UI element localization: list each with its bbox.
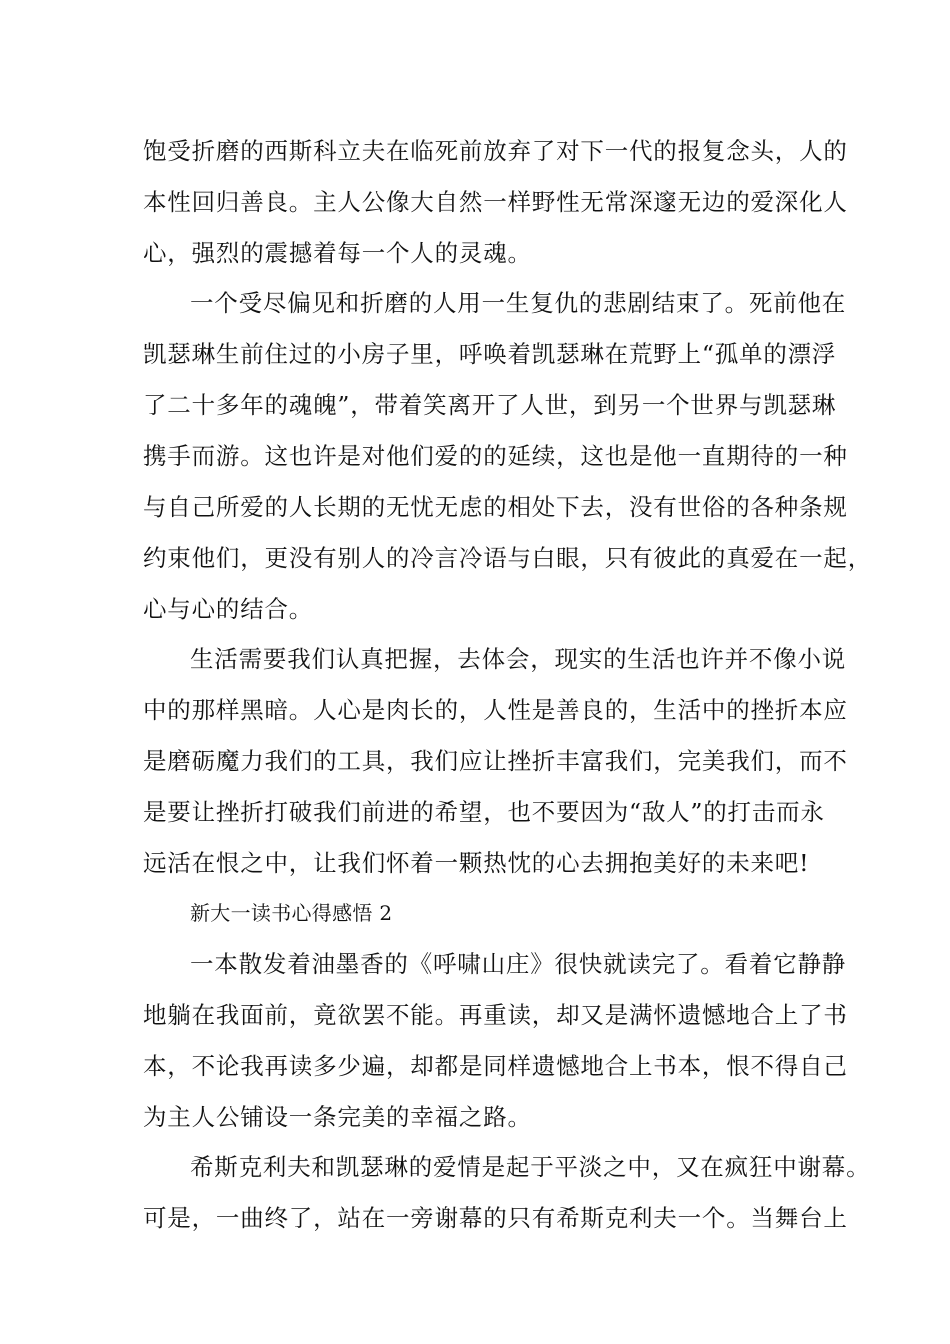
text-line: 本，不论我再读多少遍，却都是同样遗憾地合上书本，恨不得自己 xyxy=(143,1052,848,1080)
text-line: 本性回归善良。主人公像大自然一样野性无常深邃无边的爱深化人 xyxy=(143,188,848,216)
paragraph-first-line: 生活需要我们认真把握，去体会，现实的生活也许并不像小说 xyxy=(190,645,847,673)
text-line: 心与心的结合。 xyxy=(143,595,314,623)
text-line: 心，强烈的震撼着每一个人的灵魂。 xyxy=(143,239,532,267)
paragraph-first-line: 一本散发着油墨香的《呼啸山庄》很快就读完了。看着它静静 xyxy=(190,950,847,978)
text-line: 是磨砺魔力我们的工具，我们应让挫折丰富我们，完美我们，而不 xyxy=(143,747,848,775)
section-heading: 新大一读书心得感悟 2 xyxy=(190,901,393,925)
text-line: 约束他们，更没有别人的冷言冷语与白眼，只有彼此的真爱在一起， xyxy=(143,544,872,572)
text-line: 饱受折磨的西斯科立夫在临死前放弃了对下一代的报复念头，人的 xyxy=(143,137,848,165)
text-line: 可是，一曲终了，站在一旁谢幕的只有希斯克利夫一个。当舞台上 xyxy=(143,1204,848,1232)
text-line: 携手而游。这也许是对他们爱的的延续，这也是他一直期待的一种 xyxy=(143,442,848,470)
paragraph-first-line: 希斯克利夫和凯瑟琳的爱情是起于平淡之中，又在疯狂中谢幕。 xyxy=(190,1153,871,1181)
paragraph-first-line: 一个受尽偏见和折磨的人用一生复仇的悲剧结束了。死前他在 xyxy=(190,289,847,317)
text-line: 地躺在我面前，竟欲罢不能。再重读，却又是满怀遗憾地合上了书 xyxy=(143,1001,848,1029)
text-line: 中的那样黑暗。人心是肉长的，人性是善良的，生活中的挫折本应 xyxy=(143,696,848,724)
text-line: 凯瑟琳生前住过的小房子里，呼唤着凯瑟琳在荒野上“孤单的漂浮 xyxy=(143,340,837,368)
text-line: 远活在恨之中，让我们怀着一颗热忱的心去拥抱美好的未来吧! xyxy=(143,849,810,877)
text-line: 了二十多年的魂魄”，带着笑离开了人世，到另一个世界与凯瑟琳 xyxy=(143,391,837,419)
text-line: 是要让挫折打破我们前进的希望，也不要因为“敌人”的打击而永 xyxy=(143,798,825,826)
text-line: 与自己所爱的人长期的无忧无虑的相处下去，没有世俗的各种条规 xyxy=(143,493,848,521)
text-line: 为主人公铺设一条完美的幸福之路。 xyxy=(143,1103,532,1131)
